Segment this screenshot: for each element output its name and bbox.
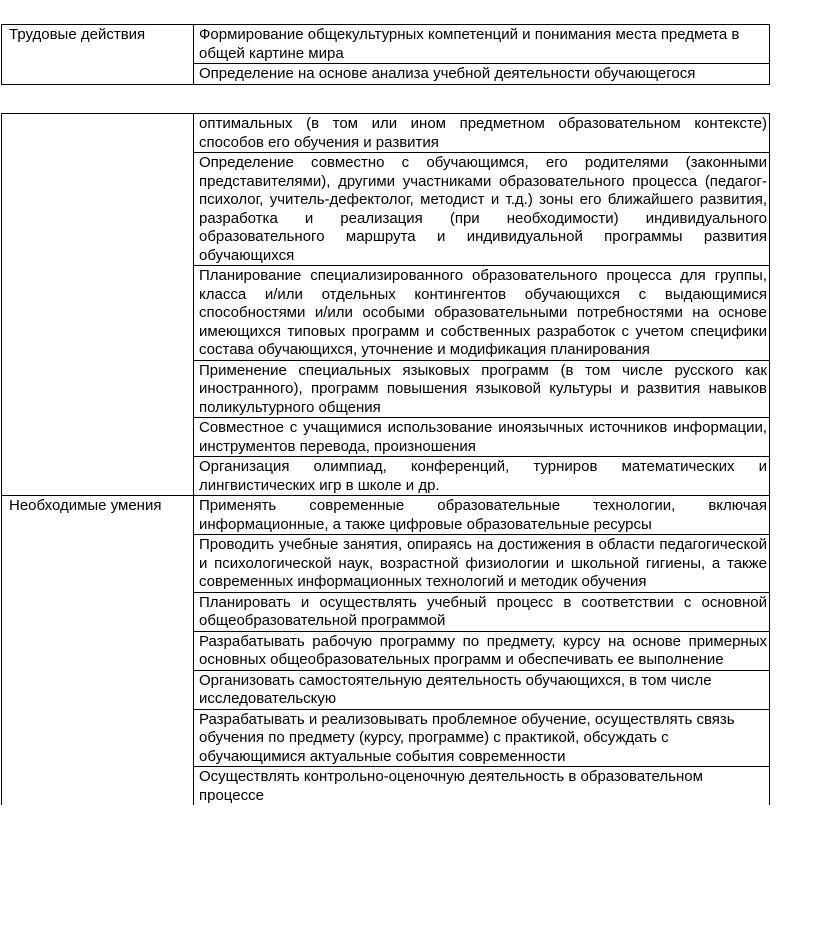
table-cell: Осуществлять контрольно-оценочную деятельность в образовательном процессе xyxy=(194,767,770,806)
table-cell: Формирование общекультурных компетенций и понимания места предмета в общей картине мира xyxy=(194,25,770,64)
table-cell: Планировать и осуществлять учебный процесс в соответствии с основной общеобразовательной программой xyxy=(194,592,770,631)
table-cell: Совместное с учащимися использование иноязычных источников информации, инструментов перевода, произношения xyxy=(194,418,770,457)
table-cell: Определение совместно с обучающимся, его родителями (законными представителями), другими участниками образовательного процесса (педагог-психолог, учитель-дефектолог, методист и т.д.) зоны его ближайшего развития, разработка и реализация (при необходимости) индивидуального образовательного маршрута и индивидуальной программы развития обучающихся xyxy=(194,153,770,266)
labor-actions-table-top xyxy=(1,24,770,85)
table-row xyxy=(2,25,770,64)
table-row xyxy=(2,496,770,535)
section-label-empty xyxy=(2,114,194,496)
table-cell: Разрабатывать рабочую программу по предмету, курсу на основе примерных основных общеобразовательных программ и обеспечивать ее выполнение xyxy=(194,631,770,670)
table-cell: Определение на основе анализа учебной деятельности обучающегося xyxy=(194,64,770,85)
table-cell: Проводить учебные занятия, опираясь на достижения в области педагогической и психологической наук, возрастной физиологии и школьной гигиены, а также современных информационных технологий и методик обучения xyxy=(194,535,770,593)
table-cell: оптимальных (в том или ином предметном образовательном контексте) способов его обучения и развития xyxy=(194,114,770,153)
section-label-labor-actions: Трудовые действия xyxy=(2,25,194,85)
competencies-table xyxy=(1,113,770,805)
table-cell: Разрабатывать и реализовывать проблемное обучение, осуществлять связь обучения по предмету (курсу, программе) с практикой, обсуждать с обучающимися актуальные события современности xyxy=(194,709,770,767)
table-cell: Применение специальных языковых программ (в том числе русского как иностранного), программ повышения языковой культуры и развития навыков поликультурного общения xyxy=(194,360,770,418)
table-cell: Организация олимпиад, конференций, турниров математических и лингвистических игр в школе и др. xyxy=(194,457,770,496)
table-cell: Планирование специализированного образовательного процесса для группы, класса и/или отдельных контингентов обучающихся с выдающимися способностями и/или особыми образовательными потребностями на основе имеющихся типовых программ и собственных разработок с учетом специфики состава обучающихся, уточнение и модификация планирования xyxy=(194,266,770,361)
section-label-skills: Необходимые умения xyxy=(2,496,194,806)
table-row xyxy=(2,114,770,153)
table-cell: Организовать самостоятельную деятельность обучающихся, в том числе исследовательскую xyxy=(194,670,770,709)
table-cell: Применять современные образовательные технологии, включая информационные, а также цифровые образовательные ресурсы xyxy=(194,496,770,535)
